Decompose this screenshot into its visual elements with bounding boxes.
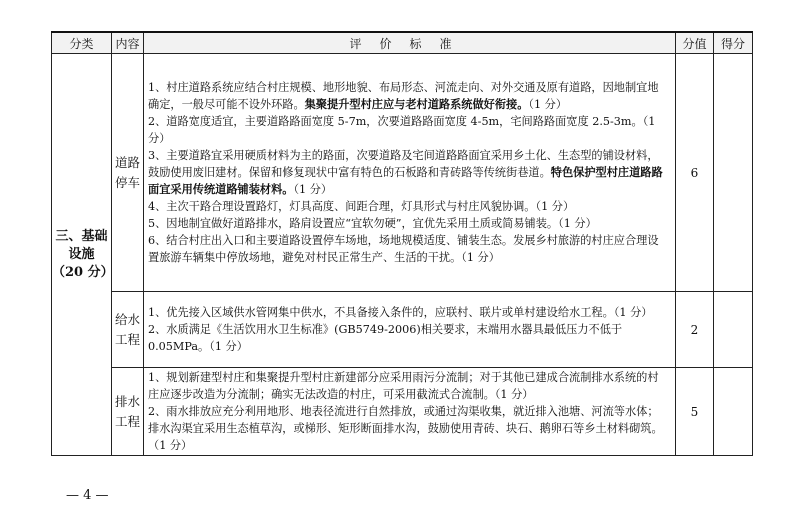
content-cell-drainage: 排水工程 [112,368,144,456]
category-line-3: （20 分） [52,264,114,280]
earned-cell-road[interactable] [714,54,753,292]
table-row [52,368,753,456]
score-cell-water-supply: 2 [676,292,714,368]
header-score: 分值 [676,32,714,54]
table-row [52,54,753,292]
criterion-item: 5、因地制宜做好道路排水，路肩设置应“宜软勿硬”，宜优先采用土质或简易铺装。（1 分） [148,217,597,230]
criterion-item: 1、规划新建型村庄和集聚提升型村庄新建部分应采用雨污分流制；对于其他已建成合流制排水系统的村庄应逐步改造为分流制；确实无法改造的村庄，可采用截流式合流制。（1 分） [148,371,659,401]
content-cell-road: 道路停车 [112,54,144,292]
score-cell-road: 6 [676,54,714,292]
category-cell [52,54,112,456]
content-cell-water-supply: 给水工程 [112,292,144,368]
criteria-cell-drainage [144,368,676,456]
category-line-1: 三、基础 [55,228,108,244]
criterion-item: 3、主要道路宜采用硬质材料为主的路面，次要道路及宅间道路路面宜采用乡土化、生态型的铺设材料，鼓励使用废旧建材。保留和修复现状中富有特色的石板路和青砖路等传统街巷道。特色保护型村庄道路路面宜采用传统道路铺装材料。（1 分） [148,149,663,196]
page-number: — 4 — [66,488,109,503]
criterion-item: 4、主次干路合理设置路灯，灯具高度、间距合理，灯具形式与村庄风貌协调。（1 分） [148,200,575,213]
earned-cell-drainage[interactable] [714,368,753,456]
header-criteria: 评价标准 [144,32,676,54]
evaluation-table [51,31,753,456]
header-earned: 得分 [714,32,753,54]
criteria-cell-road [144,54,676,292]
criterion-item: 2、雨水排放应充分利用地形、地表径流进行自然排放，或通过沟渠收集，就近排入池塘、河流等水体；排水沟渠宜采用生态植草沟，或梯形、矩形断面排水沟，鼓励使用青砖、块石、鹅卵石等乡土材料砌筑。（1 分） [148,405,663,452]
table-row [52,292,753,368]
criterion-item: 1、村庄道路系统应结合村庄规模、地形地貌、布局形态、河流走向、对外交通及原有道路，因地制宜地确定，一般尽可能不设外环路。集聚提升型村庄应与老村道路系统做好衔接。（1 分） [148,81,659,111]
criteria-cell-water-supply [144,292,676,368]
table-header-row [52,32,753,54]
score-cell-drainage: 5 [676,368,714,456]
criterion-item: 6、结合村庄出入口和主要道路设置停车场地，场地规模适度、铺装生态。发展乡村旅游的村庄应合理设置旅游车辆集中停放场地，避免对村民正常生产、生活的干扰。（1 分） [148,234,659,264]
header-category: 分类 [52,32,112,54]
header-content: 内容 [112,32,144,54]
criterion-item: 1、优先接入区域供水管网集中供水，不具备接入条件的，应联村、联片或单村建设给水工程。（1 分） [148,306,653,319]
category-line-2: 设施 [68,246,95,262]
criterion-item: 2、道路宽度适宜，主要道路路面宽度 5-7m，次要道路路面宽度 4-5m，宅间路路面宽度 2.5-3m。（1 分） [148,115,656,145]
criterion-item: 2、水质满足《生活饮用水卫生标准》(GB5749-2006)相关要求，末端用水器具最低压力不低于 0.05MPa。（1 分） [148,323,623,353]
earned-cell-water-supply[interactable] [714,292,753,368]
